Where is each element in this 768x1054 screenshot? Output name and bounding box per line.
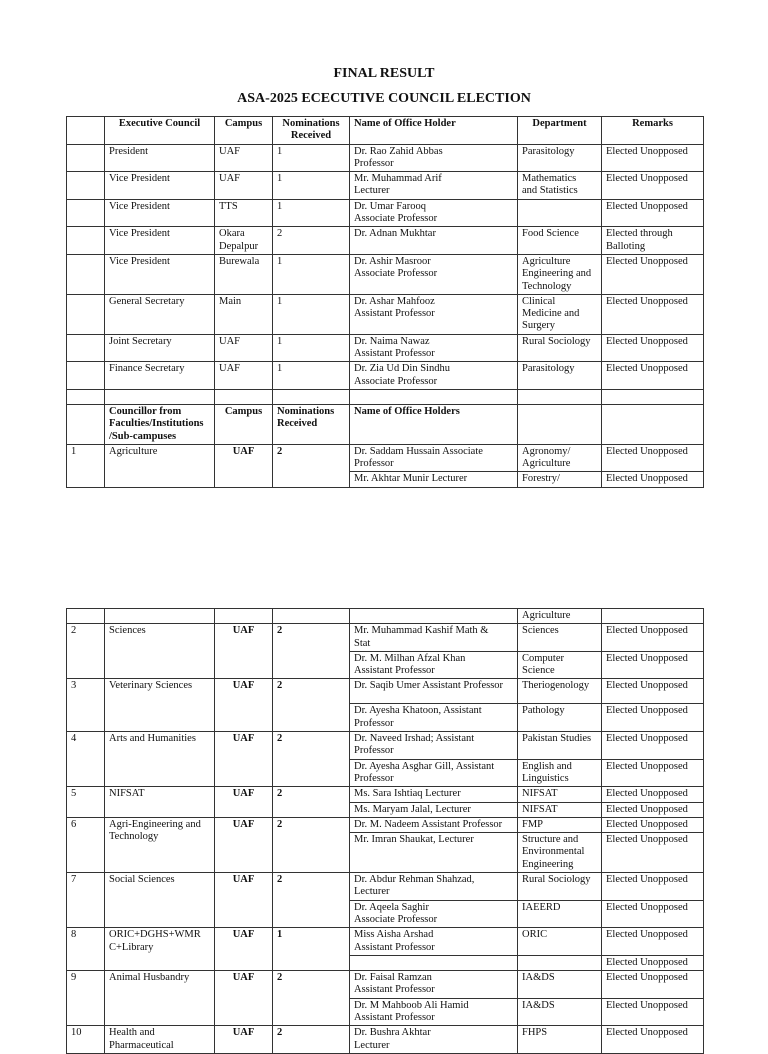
office-holder: Dr. M. Milhan Afzal Khan Assistant Professor [350,651,518,679]
council-row [67,444,704,472]
office-holder [350,955,518,970]
remarks: Elected Unopposed [602,998,704,1026]
serial-number: 9 [67,971,105,1026]
department: Pathology [518,704,602,732]
nominations: 1 [273,928,350,971]
nominations: 2 [273,1026,350,1054]
campus: Burewala [215,254,273,294]
office-holder: Dr. Ashir Masroor Associate Professor [350,254,518,294]
position: Vice President [105,199,215,227]
serial-number: 10 [67,1026,105,1054]
council-row [67,732,704,760]
header-nominations: Nominations Received [273,404,350,444]
header-nominations: Nominations Received [273,117,350,145]
office-holder: Dr. Ayesha Khatoon, Assistant Professor [350,704,518,732]
department: Parasitology [518,144,602,172]
remarks: Elected Unopposed [602,679,704,704]
nominations: 2 [273,624,350,679]
exec-row [67,294,704,334]
position: President [105,144,215,172]
remarks: Elected Unopposed [602,144,704,172]
position: Vice President [105,254,215,294]
remarks: Elected Unopposed [602,651,704,679]
remarks: Elected Unopposed [602,833,704,873]
office-holder: Dr. Bushra Akhtar Lecturer [350,1026,518,1054]
remarks: Elected Unopposed [602,873,704,901]
serial-number: 5 [67,787,105,818]
faculty: NIFSAT [105,787,215,818]
header-department: Department [518,117,602,145]
serial-number: 6 [67,817,105,872]
serial-number: 8 [67,928,105,971]
page-subtitle: ASA-2025 ECECUTIVE COUNCIL ELECTION [237,91,531,106]
exec-row [67,334,704,362]
campus: UAF [215,873,273,928]
department: NIFSAT [518,802,602,817]
faculty: Arts and Humanities [105,732,215,787]
office-holder: Dr. Saqib Umer Assistant Professor [350,679,518,704]
nominations: 1 [273,199,350,227]
campus: UAF [215,928,273,971]
nominations: 2 [273,873,350,928]
office-holder: Dr. Umar Farooq Associate Professor [350,199,518,227]
campus: UAF [215,1026,273,1054]
remarks: Elected Unopposed [602,362,704,390]
office-holder: Dr. Saddam Hussain Associate Professor [350,444,518,472]
campus: UAF [215,971,273,1026]
nominations: 1 [273,172,350,200]
department: ORIC [518,928,602,956]
council-row [67,971,704,999]
serial-number: 2 [67,624,105,679]
remarks: Elected Unopposed [602,254,704,294]
department: IA&DS [518,971,602,999]
department: Mathematics and Statistics [518,172,602,200]
department: Theriogenology [518,679,602,704]
remarks: Elected Unopposed [602,1026,704,1054]
nominations: 2 [273,817,350,872]
office-holder: Mr. Imran Shaukat, Lecturer [350,833,518,873]
nominations: 1 [273,362,350,390]
exec-header-row [67,117,704,145]
remarks: Elected Unopposed [602,294,704,334]
department: Rural Sociology [518,334,602,362]
office-holder: Dr. M. Nadeem Assistant Professor [350,817,518,832]
office-holder: Mr. Muhammad Arif Lecturer [350,172,518,200]
remarks: Elected Unopposed [602,172,704,200]
spacer-row [67,389,704,404]
serial-number: 1 [67,444,105,487]
department: Sciences [518,624,602,652]
results-table-page1 [66,116,704,488]
office-holder: Dr. Naima Nawaz Assistant Professor [350,334,518,362]
campus: UAF [215,732,273,787]
campus: UAF [215,362,273,390]
remarks: Elected Unopposed [602,928,704,956]
remarks: Elected Unopposed [602,817,704,832]
remarks: Elected Unopposed [602,955,704,970]
faculty: Animal Husbandry [105,971,215,1026]
department: IAEERD [518,900,602,928]
department: Pakistan Studies [518,732,602,760]
faculty: Agri-Engineering and Technology [105,817,215,872]
department: FMP [518,817,602,832]
department: Rural Sociology [518,873,602,901]
header-remarks: Remarks [602,117,704,145]
campus: UAF [215,444,273,487]
office-holder: Mr. Muhammad Kashif Math & Stat [350,624,518,652]
council-row [67,624,704,652]
faculty: Social Sciences [105,873,215,928]
council-row [67,1026,704,1054]
council-row [67,817,704,832]
department: Parasitology [518,362,602,390]
campus: UAF [215,144,273,172]
office-holder: Dr. Faisal Ramzan Assistant Professor [350,971,518,999]
office-holder: Dr. Zia Ud Din Sindhu Associate Professor [350,362,518,390]
remarks: Elected Unopposed [602,704,704,732]
department: Agronomy/ Agriculture [518,444,602,472]
nominations: 2 [273,679,350,732]
header-campus: Campus [215,117,273,145]
council-row [67,787,704,802]
faculty: ORIC+DGHS+WMR C+Library [105,928,215,971]
remarks: Elected Unopposed [602,900,704,928]
campus: Okara Depalpur [215,227,273,255]
office-holder: Dr. Naveed Irshad; Assistant Professor [350,732,518,760]
campus: UAF [215,817,273,872]
nominations: 1 [273,334,350,362]
exec-row [67,199,704,227]
carry-row [67,609,704,624]
faculty: Sciences [105,624,215,679]
department: NIFSAT [518,787,602,802]
serial-number: 3 [67,679,105,732]
department [518,199,602,227]
office-holder: Dr. Adnan Mukhtar [350,227,518,255]
nominations: 2 [273,227,350,255]
position: Joint Secretary [105,334,215,362]
department: IA&DS [518,998,602,1026]
remarks: Elected Unopposed [602,199,704,227]
department: English and Linguistics [518,759,602,787]
exec-row [67,227,704,255]
remarks: Elected Unopposed [602,971,704,999]
exec-row [67,254,704,294]
remarks: Elected Unopposed [602,759,704,787]
campus: UAF [215,679,273,732]
serial-number: 4 [67,732,105,787]
campus: TTS [215,199,273,227]
serial-number: 7 [67,873,105,928]
department: Food Science [518,227,602,255]
nominations: 1 [273,254,350,294]
office-holder: Dr. Abdur Rehman Shahzad, Lecturer [350,873,518,901]
council-row [67,679,704,704]
header-executive-council: Executive Council [105,117,215,145]
campus: UAF [215,172,273,200]
remarks: Elected Unopposed [602,472,704,487]
office-holder: Ms. Sara Ishtiaq Lecturer [350,787,518,802]
remarks: Elected Unopposed [602,787,704,802]
header-office-holders: Name of Office Holders [350,404,518,444]
office-holder: Mr. Akhtar Munir Lecturer [350,472,518,487]
council-row [67,873,704,901]
department: Structure and Environmental Engineering [518,833,602,873]
position: Finance Secretary [105,362,215,390]
department: Agriculture Engineering and Technology [518,254,602,294]
exec-row [67,172,704,200]
nominations: 2 [273,971,350,1026]
office-holder: Dr. Ayesha Asghar Gill, Assistant Professor [350,759,518,787]
department [518,955,602,970]
department: Forestry/ [518,472,602,487]
exec-row [67,144,704,172]
faculty: Veterinary Sciences [105,679,215,732]
department: FHPS [518,1026,602,1054]
header-councillor: Councillor from Faculties/Institutions /Sub-campuses [105,404,215,444]
remarks: Elected Unopposed [602,444,704,472]
remarks: Elected Unopposed [602,624,704,652]
campus: Main [215,294,273,334]
remarks: Elected Unopposed [602,802,704,817]
header-campus: Campus [215,404,273,444]
office-holder: Miss Aisha Arshad Assistant Professor [350,928,518,956]
header-office-holder: Name of Office Holder [350,117,518,145]
campus: UAF [215,334,273,362]
campus: UAF [215,787,273,818]
results-table-page2 [66,608,704,1054]
council-row [67,928,704,956]
office-holder: Dr. M Mahboob Ali Hamid Assistant Professor [350,998,518,1026]
department: Computer Science [518,651,602,679]
nominations: 1 [273,294,350,334]
remarks: Elected Unopposed [602,732,704,760]
remarks: Elected Unopposed [602,334,704,362]
position: Vice President [105,172,215,200]
exec-row [67,362,704,390]
nominations: 2 [273,787,350,818]
faculty: Health and Pharmaceutical [105,1026,215,1054]
nominations: 2 [273,732,350,787]
nominations: 2 [273,444,350,487]
position: General Secretary [105,294,215,334]
position: Vice President [105,227,215,255]
office-holder: Dr. Ashar Mahfooz Assistant Professor [350,294,518,334]
page-title: FINAL RESULT [333,66,435,81]
office-holder: Dr. Aqeela Saghir Associate Professor [350,900,518,928]
faculty: Agriculture [105,444,215,487]
council-header-row [67,404,704,444]
office-holder: Dr. Rao Zahid Abbas Professor [350,144,518,172]
campus: UAF [215,624,273,679]
department: Agriculture [518,609,602,624]
remarks: Elected through Balloting [602,227,704,255]
nominations: 1 [273,144,350,172]
department: Clinical Medicine and Surgery [518,294,602,334]
office-holder: Ms. Maryam Jalal, Lecturer [350,802,518,817]
